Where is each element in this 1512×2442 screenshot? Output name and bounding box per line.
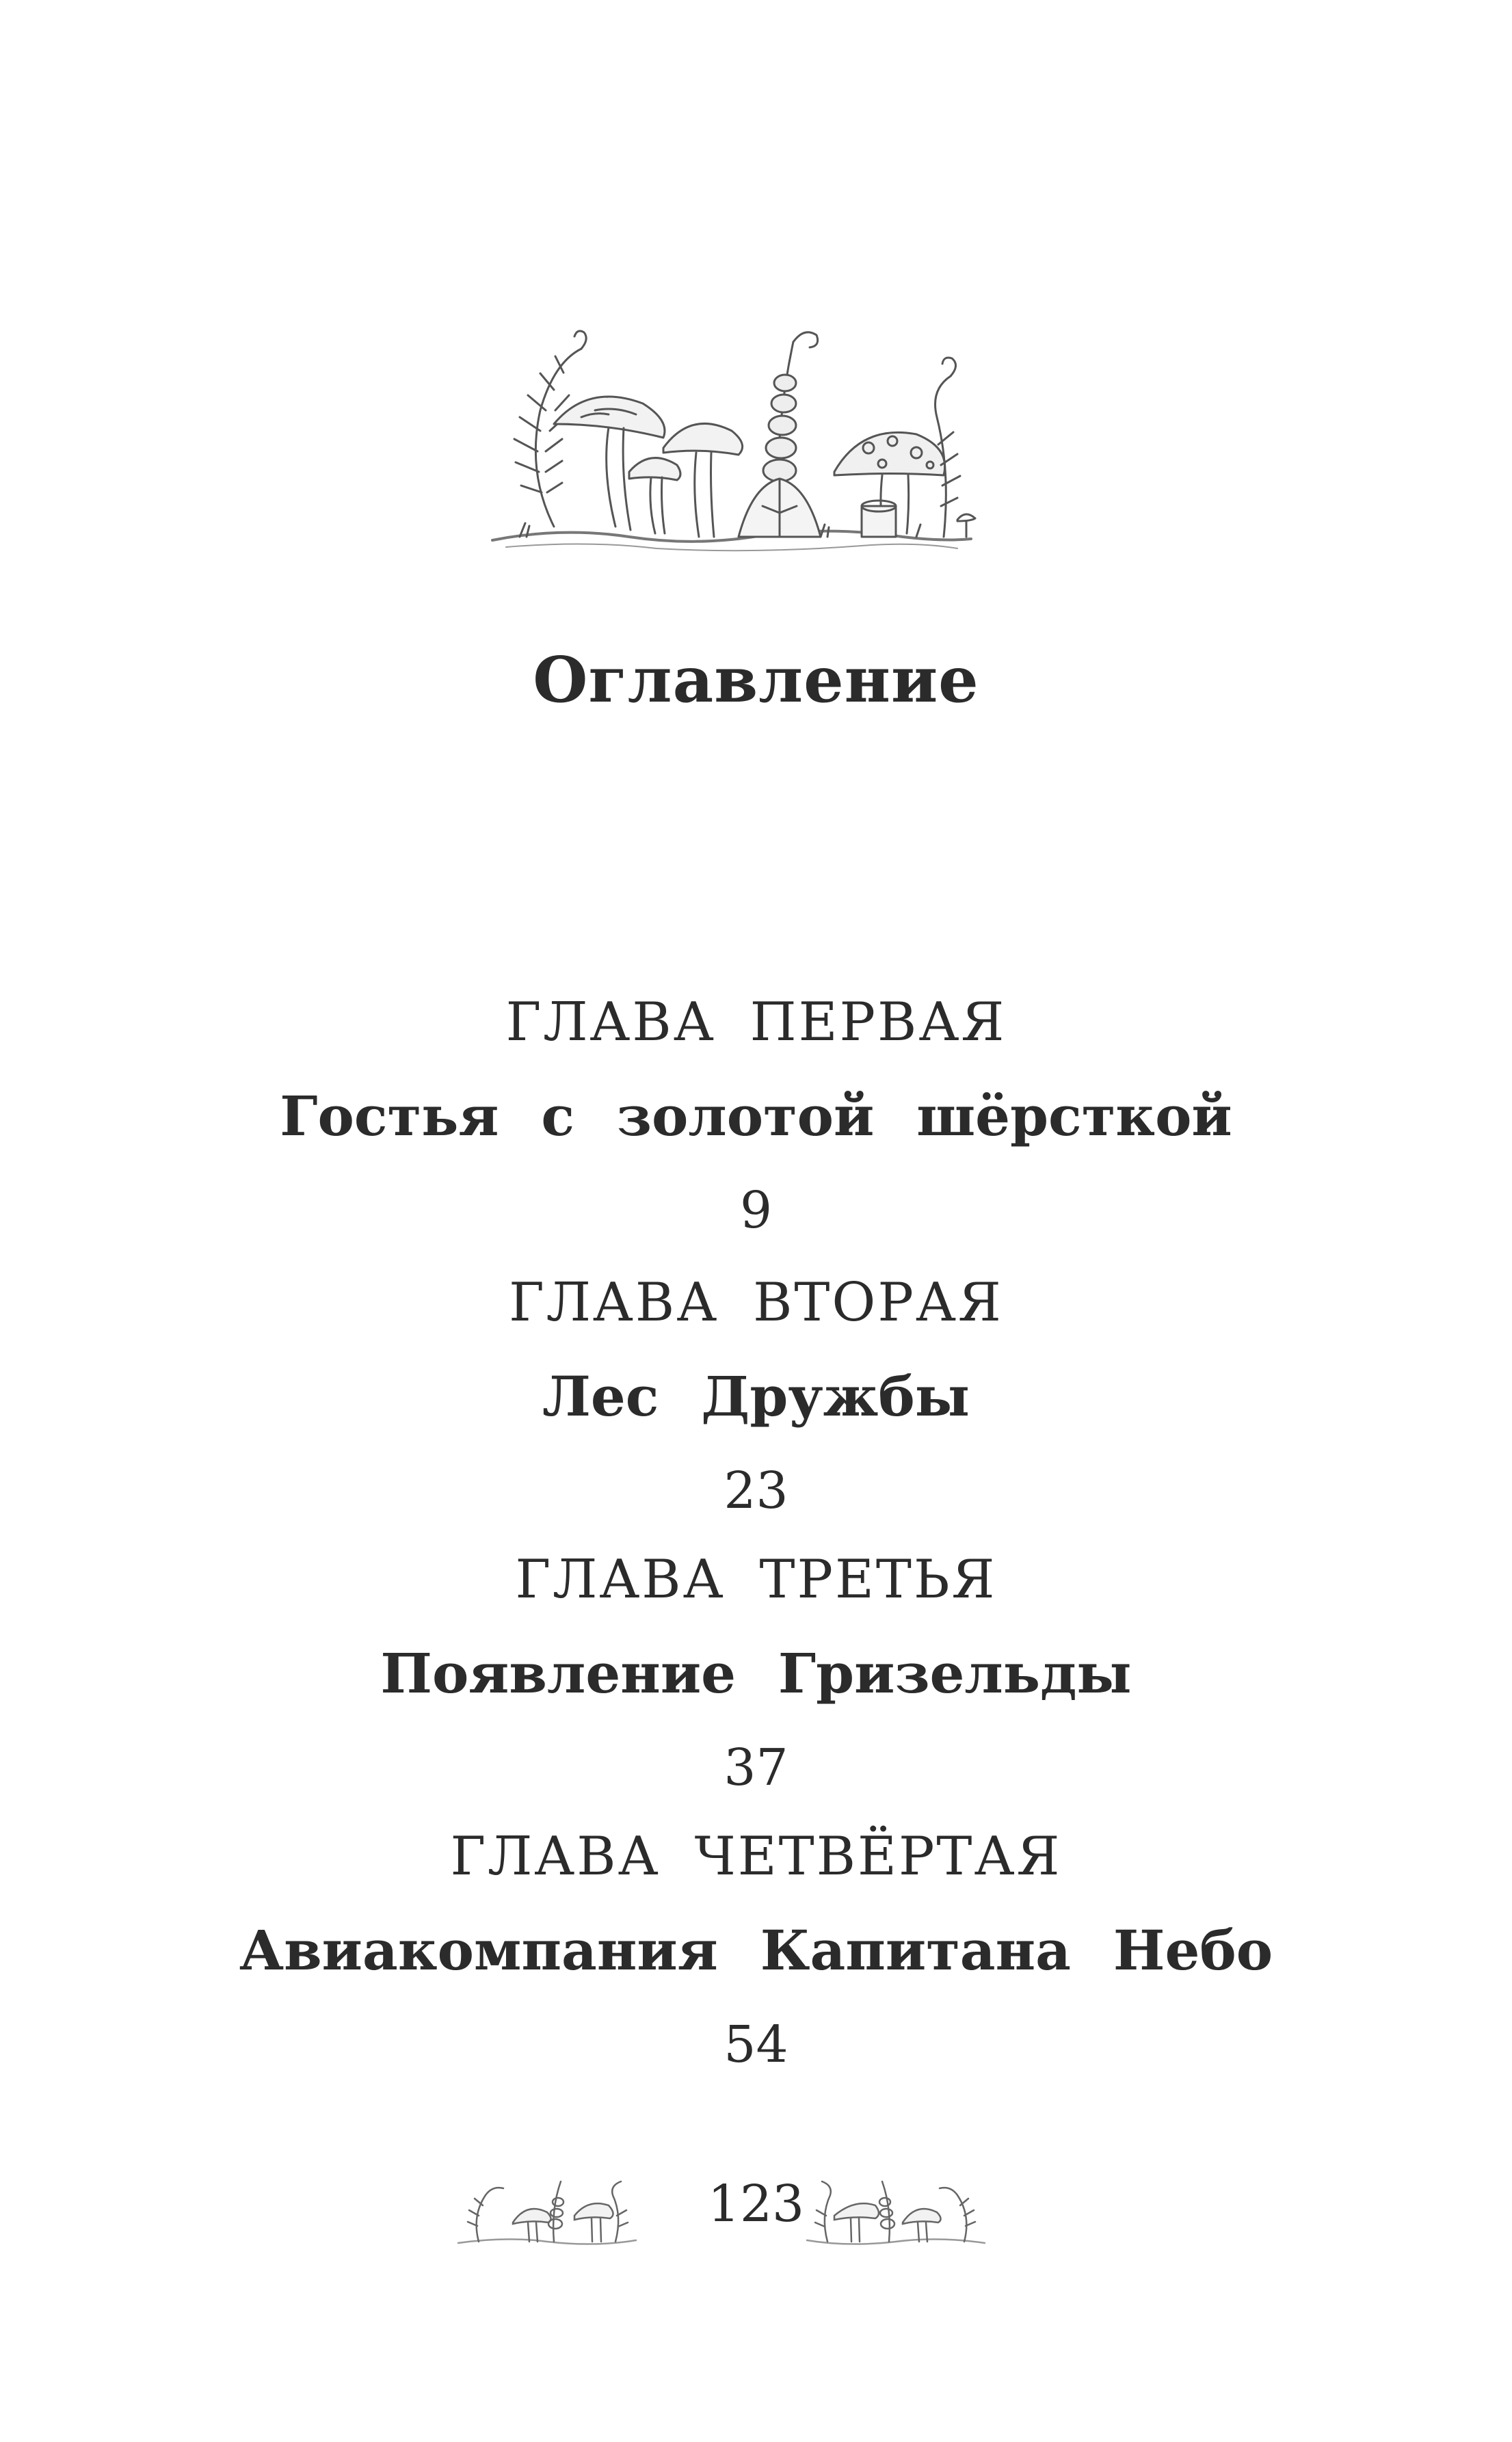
chapter-label: ГЛАВА ЧЕТВЁРТАЯ (450, 1826, 1062, 1887)
mushrooms-ferns-illustration-icon (479, 301, 985, 574)
chapter-page: 23 (724, 1461, 788, 1520)
chapter-name: Лес Дружбы (542, 1364, 970, 1429)
page-number: 123 (707, 2175, 805, 2233)
page-footer (0, 2147, 1512, 2270)
toc-title: Оглавление (533, 643, 979, 717)
chapter-label: ГЛАВА ТРЕТЬЯ (515, 1549, 997, 1610)
chapter-entry (0, 978, 1512, 1255)
chapter-entry (0, 1812, 1512, 2089)
mushroom-ornament-icon (800, 2161, 992, 2257)
chapter-name: Появление Гризельды (380, 1641, 1132, 1706)
chapter-page: 9 (739, 1181, 773, 1240)
chapter-entry (0, 1258, 1512, 1535)
chapter-name: Авиакомпания Капитана Небо (239, 1918, 1273, 1982)
chapter-label: ГЛАВА ПЕРВАЯ (505, 992, 1007, 1053)
chapter-page: 54 (724, 2015, 788, 2074)
chapter-page: 37 (724, 1738, 788, 1797)
chapter-name: Гостья с золотой шёрсткой (280, 1084, 1232, 1148)
chapter-entry (0, 1535, 1512, 1812)
chapter-label: ГЛАВА ВТОРАЯ (509, 1272, 1003, 1333)
